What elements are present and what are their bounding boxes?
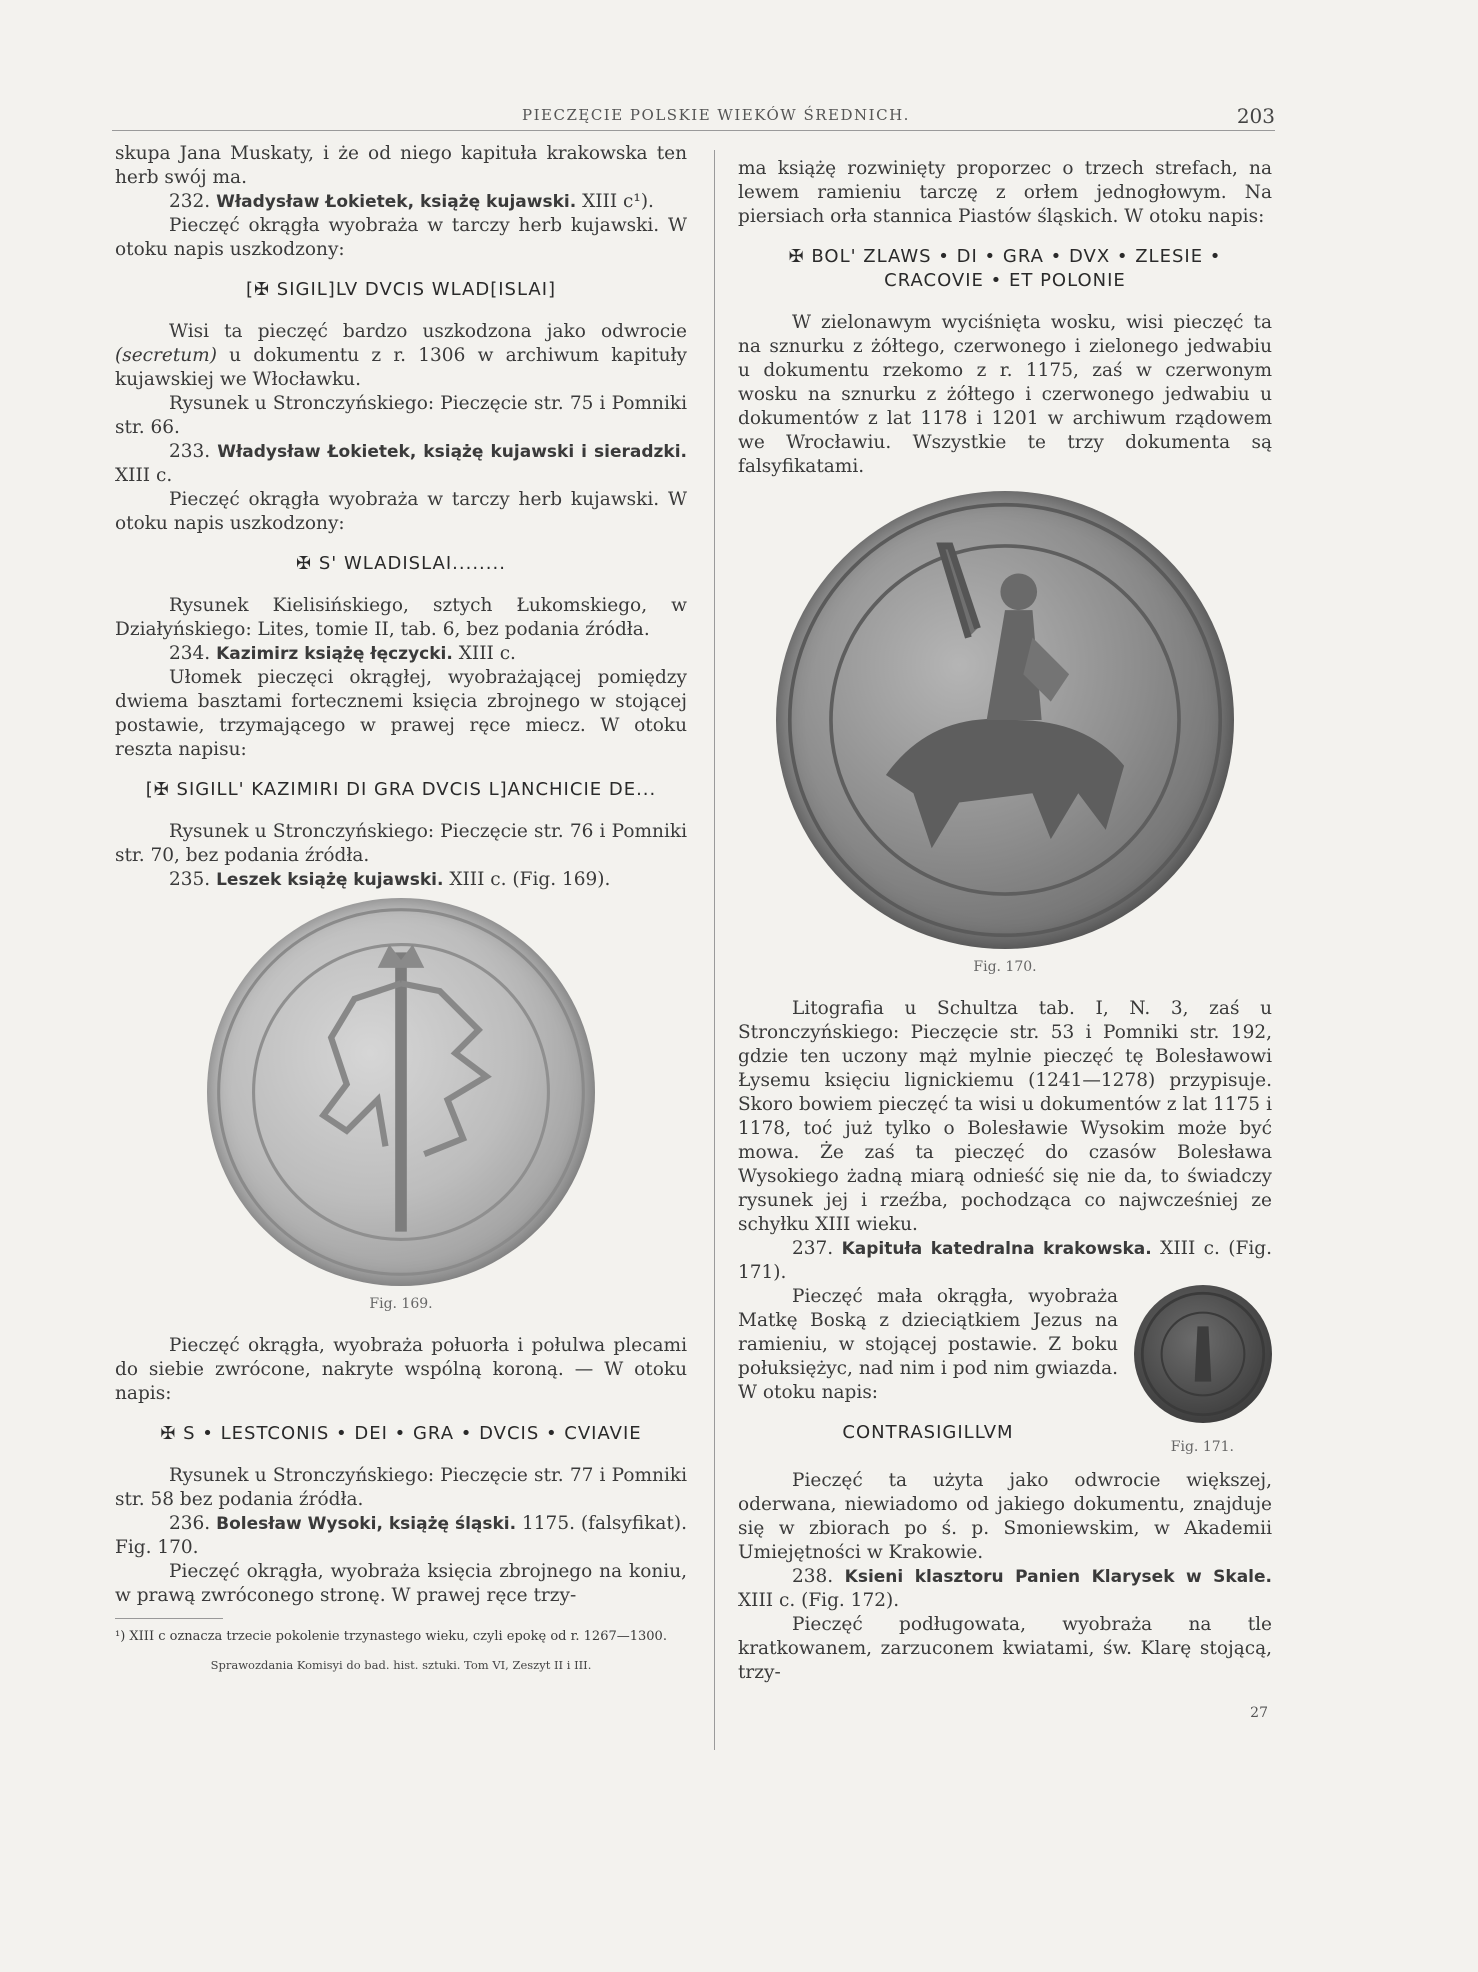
seal-image-fig-169 [207, 898, 595, 1286]
paragraph: Rysunek u Stronczyńskiego: Pieczęcie str. 77 i Pomniki str. 58 bez podania źródła. [115, 1465, 687, 1510]
paragraph: Rysunek Kielisińskiego, sztych Łukomskiego, w Działyńskiego: Lites, tomie II, tab. 6, bez podania źródła. [115, 595, 687, 640]
entry-number: 233. [169, 441, 211, 462]
paragraph: Litografia u Schultza tab. I, N. 3, zaś u Stronczyńskiego: Pieczęcie str. 53 i Pomniki str. 192, gdzie ten uczony mąż mylnie pieczęć tę Bolesławowi Łysemu księciu lignickiemu (1241—1278) przypisuje. Skoro bowiem pieczęć ta wisi u dokumentów z lat 1175 i 1178, toć już tylko o Bolesławie Wysokim może być mowa. Że zaś ta pieczęć do czasów Bolesława Wysokiego żadną miarą odnieść się nie da, to świadczy rysunek jej i rzeźba, pochodząca co najwcześniej ze schyłku XIII wieku. [738, 998, 1272, 1235]
entry-number: 234. [169, 643, 211, 664]
entry-date: 1175. (falsyfikat). Fig. 170. [115, 1513, 687, 1558]
seal-170-relief [776, 491, 1234, 949]
running-header [112, 106, 1275, 131]
seal-legend: [✠ SIGILL' KAZIMIRI DI GRA DVCIS L]ANCHICIE DE... [145, 779, 657, 800]
seal-legend: CONTRASIGILLVM [842, 1422, 1014, 1443]
seal-169-relief [207, 898, 595, 1286]
entry-233-heading [115, 440, 687, 488]
paragraph: Ułomek pieczęci okrągłej, wyobrażającej pomiędzy dwiema basztami fortecznemi księcia zbrojnego w stojącej postawie, trzymającego w prawej ręce miecz. W otoku reszta napisu: [115, 667, 687, 760]
seal-image-fig-171 [1134, 1285, 1272, 1423]
entry-235-heading [115, 868, 687, 892]
entry-number: 232. [169, 191, 211, 212]
entry-date: XIII c. (Fig. 169). [449, 869, 611, 890]
entry-number: 238. [792, 1566, 834, 1587]
paragraph: Pieczęć ta użyta jako odwrocie większej, oderwana, niewiadomo od jakiego dokumentu, znajduje się w zbiorach po ś. p. Smoniewskim, w Akademii Umiejętności w Krakowie. [738, 1470, 1272, 1563]
right-column [738, 157, 1272, 1721]
entry-number: 236. [169, 1513, 211, 1534]
paragraph: Rysunek u Stronczyńskiego: Pieczęcie str. 75 i Pomniki str. 66. [115, 393, 687, 438]
entry-236-heading [115, 1512, 687, 1560]
footnote-rule [115, 1618, 223, 1619]
entry-title: Bolesław Wysoki, książę śląski. [216, 1514, 517, 1534]
paragraph: Rysunek u Stronczyńskiego: Pieczęcie str. 76 i Pomniki str. 70, bez podania źródła. [115, 821, 687, 866]
paragraph: Pieczęć mała okrągła, wyobraża Matkę Boską z dzieciątkiem Jezus na ramieniu, w stojącej postawie. Z boku połuksiężyc, nad nim i pod nim gwiazda. W otoku napis: [738, 1286, 1118, 1403]
paragraph: ma książę rozwinięty proporzec o trzech strefach, na lewem ramieniu tarczę z orłem jednogłowym. Na piersiach orła stannica Piastów śląskich. W otoku napis: [738, 158, 1272, 227]
entry-title: Kazimirz książę łęczycki. [216, 644, 453, 664]
entry-title: Kapituła katedralna krakowska. [841, 1239, 1152, 1259]
entry-date: XIII c. [115, 465, 173, 486]
entry-date: XIII c¹). [582, 191, 654, 212]
paragraph: W zielonawym wyciśnięta wosku, wisi pieczęć ta na sznurku z żółtego, czerwonego i zielonego jedwabiu u dokumentu rzekomo z r. 1175, zaś w czerwonym wosku na sznurku z żółtego i czerwonego jedwabiu u dokumentów z lat 1178 i 1201 w archiwum rządowem we Wrocławiu. Wszystkie te trzy dokumenta są falsyfikatami. [738, 312, 1272, 477]
entry-title: Władysław Łokietek, książę kujawski i sieradzki. [217, 442, 688, 462]
paragraph: Pieczęć okrągła, wyobraża księcia zbrojnego na koniu, w prawą zwróconego stronę. W prawej ręce trzy- [115, 1561, 687, 1606]
seal-image-fig-170 [776, 491, 1234, 949]
sheet-signature: 27 [1250, 1705, 1268, 1721]
entry-title: Ksieni klasztoru Panien Klarysek w Skale. [844, 1567, 1272, 1587]
page-number: 203 [1236, 104, 1275, 128]
paragraph [115, 320, 687, 392]
left-column [115, 142, 687, 1677]
entry-238-heading [738, 1565, 1272, 1613]
entry-title: Władysław Łokietek, książę kujawski. [216, 192, 577, 212]
text: u dokumentu z r. 1306 w archiwum kapituły kujawskiej we Włocławku. [115, 345, 687, 390]
entry-237-figure-block [738, 1285, 1272, 1455]
header-title: PIECZĘCIE POLSKIE WIEKÓW ŚREDNICH. [522, 106, 910, 124]
paragraph: Pieczęć okrągła wyobraża w tarczy herb kujawski. W otoku napis uszkodzony: [115, 489, 687, 534]
entry-title: Leszek książę kujawski. [216, 870, 444, 890]
paragraph: Pieczęć podługowata, wyobraża na tle kratkowanem, zarzuconem kwiatami, św. Klarę stojącą, trzy- [738, 1614, 1272, 1683]
seal-171-relief [1134, 1285, 1272, 1423]
entry-number: 235. [169, 869, 211, 890]
figure-caption: Fig. 169. [369, 1296, 433, 1312]
column-divider [714, 150, 715, 1750]
paragraph: Pieczęć okrągła wyobraża w tarczy herb kujawski. W otoku napis uszkodzony: [115, 215, 687, 260]
entry-234-heading [115, 642, 687, 666]
seal-legend: ✠ S' WLADISLAI........ [296, 553, 506, 574]
seal-legend: ✠ BOL' ZLAWS • DI • GRA • DVX • ZLESIE • CRACOVIE • ET POLONIE [788, 246, 1222, 291]
figure-caption: Fig. 170. [973, 959, 1037, 975]
paragraph: Pieczęć okrągła, wyobraża połuorła i połulwa plecami do siebie zwrócone, nakryte wspólną koroną. — W otoku napis: [115, 1335, 687, 1404]
footnote: ¹) XIII c oznacza trzecie pokolenie trzynastego wieku, czyli epokę od r. 1267—1300. [115, 1629, 667, 1644]
paragraph: skupa Jana Muskaty, i że od niego kapituła krakowska ten herb swój ma. [115, 143, 687, 188]
italic-term: (secretum) [115, 345, 217, 366]
entry-number: 237. [792, 1238, 834, 1259]
seal-legend: ✠ S • LESTCONIS • DEI • GRA • DVCIS • CVIAVIE [160, 1423, 642, 1444]
entry-date: XIII c. (Fig. 171). [738, 1238, 1272, 1283]
seal-legend: [✠ SIGIL]LV DVCIS WLAD[ISLAI] [245, 279, 557, 300]
entry-232-heading [115, 190, 687, 214]
text: Wisi ta pieczęć bardzo uszkodzona jako odwrocie [169, 321, 687, 342]
entry-date: XIII c. (Fig. 172). [738, 1590, 900, 1611]
figure-caption: Fig. 171. [1170, 1439, 1234, 1455]
entry-237-heading [738, 1237, 1272, 1285]
publication-signature: Sprawozdania Komisyi do bad. hist. sztuki. Tom VI, Zeszyt II i III. [210, 1658, 592, 1672]
entry-date: XIII c. [458, 643, 516, 664]
